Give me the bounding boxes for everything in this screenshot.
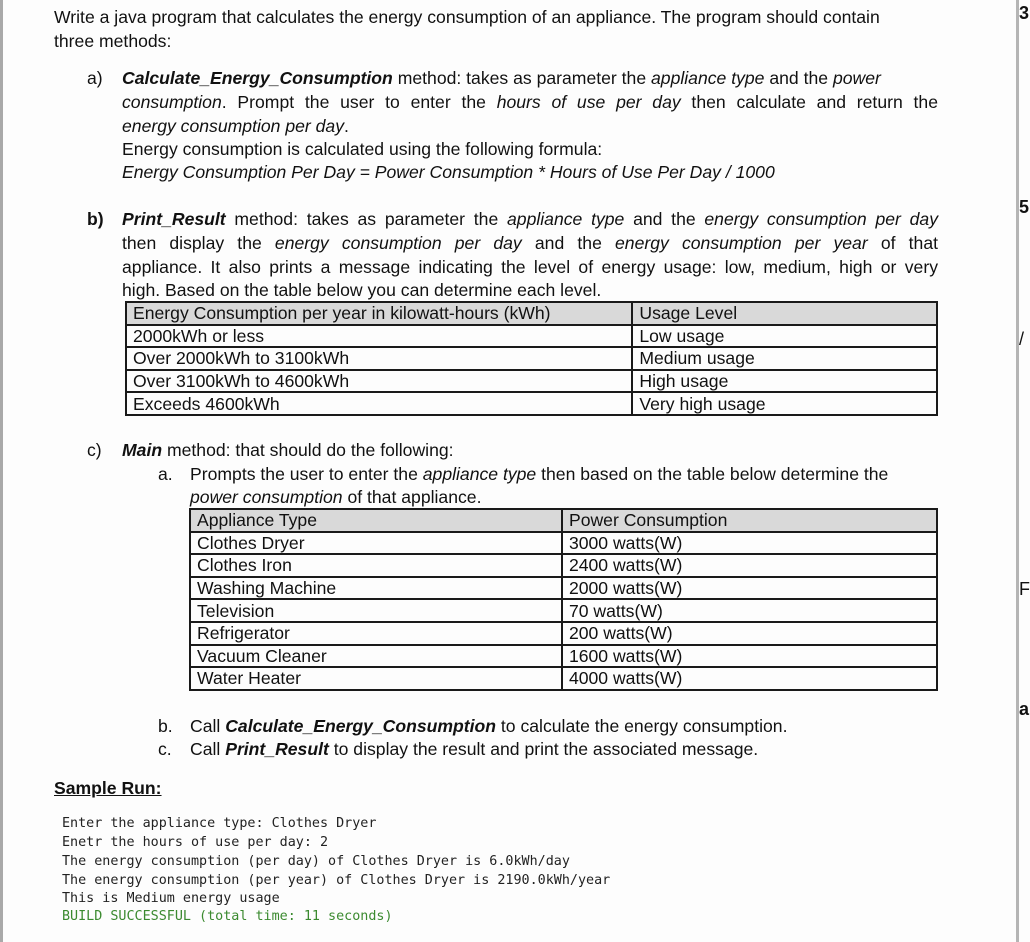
intro-line-1: Write a java program that calculates the energy consumption of an appliance. The program should contain	[54, 7, 880, 27]
table-cell: 4000 watts(W)	[562, 667, 937, 690]
adjacent-page-glyph: /	[1019, 329, 1025, 349]
build-status: BUILD SUCCESSFUL (total time: 11 seconds)	[62, 909, 393, 924]
table-cell: Clothes Dryer	[190, 532, 562, 555]
section-b-line-2: then display the energy consumption per day and the energy consumption per year of that	[122, 233, 939, 253]
table-cell: High usage	[632, 370, 937, 393]
sub-a-marker: a.	[158, 464, 173, 484]
sub-b-marker: b.	[158, 716, 173, 736]
sample-run-heading: Sample Run:	[54, 778, 162, 798]
intro-line-2: three methods:	[54, 31, 172, 51]
table-row	[126, 347, 937, 370]
table-cell: Clothes Iron	[190, 554, 562, 577]
table-cell: 3000 watts(W)	[562, 532, 937, 555]
table-row	[126, 325, 937, 348]
table-header-cell: Usage Level	[632, 302, 937, 325]
table-header-cell: Energy Consumption per year in kilowatt-hours (kWh)	[126, 302, 632, 325]
section-c-marker: c)	[87, 440, 102, 460]
table-cell: 1600 watts(W)	[562, 645, 937, 668]
sub-a-line-2: power consumption of that appliance.	[190, 487, 482, 507]
adjacent-page-glyph: a	[1019, 699, 1030, 719]
table-cell: Television	[190, 599, 562, 622]
method-name-main: Main	[122, 440, 163, 460]
section-c-line-1: Main method: that should do the following:	[122, 440, 454, 460]
section-b-marker: b)	[87, 209, 104, 229]
table-cell: 70 watts(W)	[562, 599, 937, 622]
table-cell: 2000 watts(W)	[562, 577, 937, 600]
table-cell: Very high usage	[632, 392, 937, 415]
method-name-calculate: Calculate_Energy_Consumption	[122, 68, 393, 88]
usage-level-table	[125, 301, 938, 416]
sub-c-line: Call Print_Result to display the result and print the associated message.	[190, 739, 759, 759]
table-cell: Water Heater	[190, 667, 562, 690]
console-line: This is Medium energy usage	[62, 891, 280, 906]
table-row	[190, 667, 937, 690]
table-cell: Exceeds 4600kWh	[126, 392, 632, 415]
table-row	[190, 622, 937, 645]
formula: Energy Consumption Per Day = Power Consumption * Hours of Use Per Day / 1000	[122, 162, 775, 182]
console-line: Enetr the hours of use per day: 2	[62, 835, 329, 850]
table-row	[190, 577, 937, 600]
console-line: The energy consumption (per year) of Clothes Dryer is 2190.0kWh/year	[62, 873, 611, 888]
section-b-line-3: appliance. It also prints a message indicating the level of energy usage: low, medium, high or very	[122, 257, 938, 277]
table-header-cell: Power Consumption	[562, 509, 937, 532]
table-cell: Refrigerator	[190, 622, 562, 645]
adjacent-page-edge	[1016, 0, 1024, 942]
table-cell: Washing Machine	[190, 577, 562, 600]
table-cell: Over 2000kWh to 3100kWh	[126, 347, 632, 370]
adjacent-page-glyph: 3	[1019, 3, 1030, 23]
section-a-line-4: Energy consumption is calculated using the following formula:	[122, 139, 603, 159]
method-name-print-result: Print_Result	[122, 209, 226, 229]
table-header-row	[126, 302, 937, 325]
adjacent-page-glyph: 5	[1019, 197, 1030, 217]
section-a-line-1: Calculate_Energy_Consumption method: takes as parameter the appliance type and the power	[122, 68, 881, 88]
table-cell: 2000kWh or less	[126, 325, 632, 348]
section-a-marker: a)	[87, 68, 103, 88]
table-cell: Over 3100kWh to 4600kWh	[126, 370, 632, 393]
adjacent-page-glyph: F	[1019, 579, 1030, 599]
table-cell: 2400 watts(W)	[562, 554, 937, 577]
table-cell: Medium usage	[632, 347, 937, 370]
section-b-line-4: high. Based on the table below you can determine each level.	[122, 280, 602, 300]
sub-c-marker: c.	[158, 739, 172, 759]
table-row	[190, 532, 937, 555]
console-line: The energy consumption (per day) of Clothes Dryer is 6.0kWh/day	[62, 854, 570, 869]
section-a-line-2: consumption. Prompt the user to enter the hours of use per day then calculate and return the	[122, 92, 938, 112]
power-consumption-table	[189, 508, 938, 691]
table-cell: Low usage	[632, 325, 937, 348]
table-row	[190, 599, 937, 622]
table-header-cell: Appliance Type	[190, 509, 562, 532]
section-a-line-3: energy consumption per day.	[122, 116, 349, 136]
table-row	[190, 645, 937, 668]
table-cell: Vacuum Cleaner	[190, 645, 562, 668]
table-cell: 200 watts(W)	[562, 622, 937, 645]
sub-b-line: Call Calculate_Energy_Consumption to calculate the energy consumption.	[190, 716, 788, 736]
table-row	[126, 392, 937, 415]
table-header-row	[190, 509, 937, 532]
console-line: Enter the appliance type: Clothes Dryer	[62, 816, 377, 831]
section-b-line-1: Print_Result method: takes as parameter the appliance type and the energy consumption per day	[122, 209, 938, 229]
table-row	[126, 370, 937, 393]
sub-a-line-1: Prompts the user to enter the appliance type then based on the table below determine the	[190, 464, 889, 484]
table-row	[190, 554, 937, 577]
